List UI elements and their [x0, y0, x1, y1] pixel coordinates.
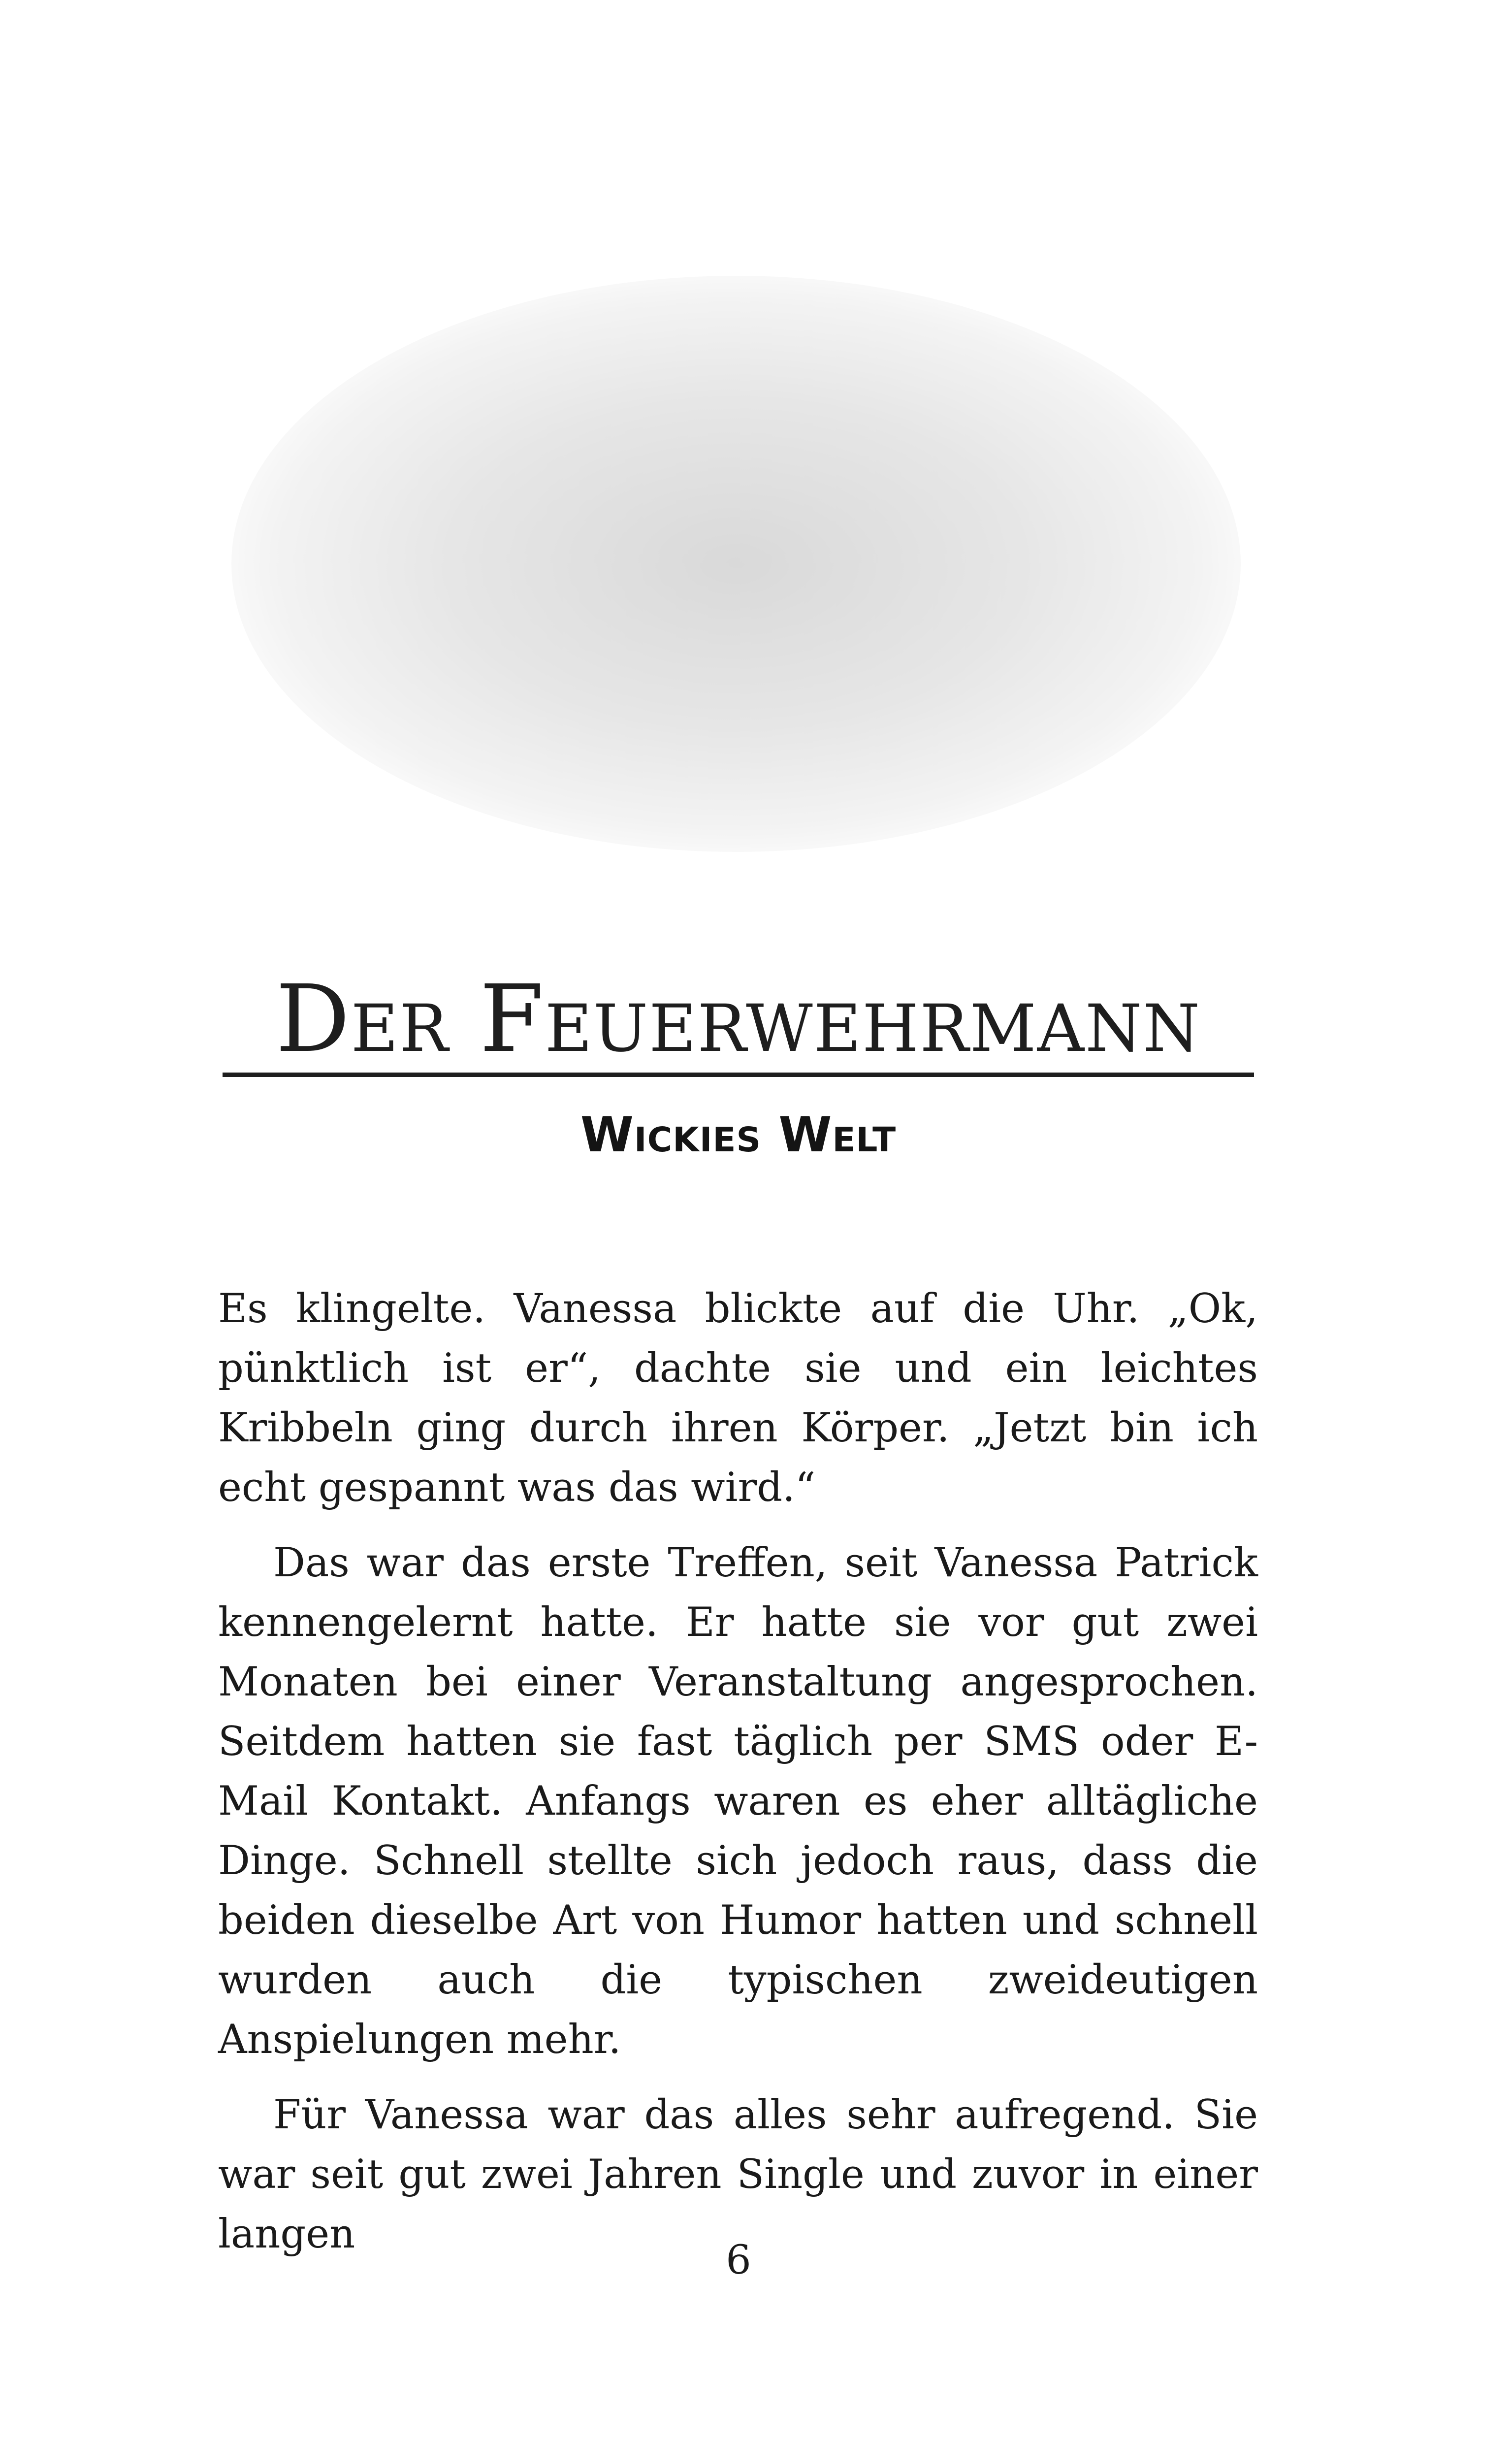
paragraph: Es klingelte. Vanessa blickte auf die Uhr. „Ok, pünktlich ist er“, dachte sie und ein leichtes Kribbeln ging durch ihren Körper. „Jetzt bin ich echt gespannt was das wird.“: [218, 1286, 1258, 1511]
title-underline-rule: [223, 1073, 1254, 1077]
page-number: 6: [726, 2237, 751, 2283]
paragraph: Für Vanessa war das alles sehr aufregend. Sie war seit gut zwei Jahren Single und zuvor in einer langen: [218, 2092, 1258, 2257]
chapter-illustration-placeholder: [231, 276, 1241, 852]
body-text: [218, 1279, 1258, 2280]
paragraph: Das war das erste Treffen, seit Vanessa Patrick kennengelernt hatte. Er hatte sie vor gut zwei Monaten bei einer Veranstaltung angesprochen. Seitdem hatten sie fast täglich per SMS oder E-Mail Kontakt. Anfangs waren es eher alltägliche Dinge. Schnell stellte sich jedoch raus, dass die beiden dieselbe Art von Humor hatten und schnell wurden auch die typischen zweideutigen Anspielungen mehr.: [218, 1540, 1258, 2063]
chapter-title: Der Feuerwehrmann: [275, 965, 1201, 1073]
chapter-subtitle: Wickies Welt: [580, 1107, 897, 1163]
